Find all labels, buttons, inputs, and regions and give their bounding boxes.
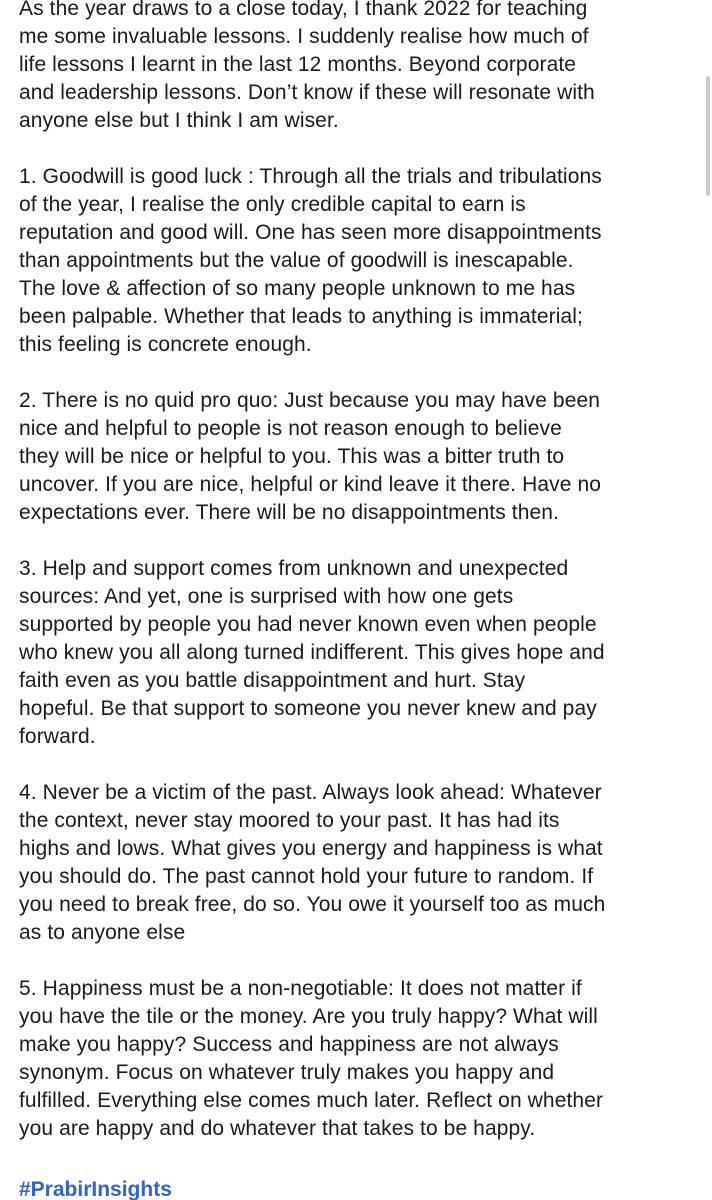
text-line: 3. Help and support comes from unknown and unexpected: [19, 557, 569, 580]
text-line: fulfilled. Everything else comes much later. Reflect on whether: [19, 1089, 604, 1112]
lesson-1: [19, 163, 695, 359]
hashtag-link[interactable]: #PrabirInsights: [19, 1178, 172, 1200]
text-line: supported by people you had never known even when people: [19, 613, 597, 636]
lesson-2: [19, 387, 695, 527]
text-line: you need to break free, do so. You owe it yourself too as much: [19, 893, 606, 916]
text-line: they will be nice or helpful to you. This was a bitter truth to: [19, 445, 565, 468]
text-line: expectations ever. There will be no disappointments then.: [19, 501, 559, 524]
text-line: of the year, I realise the only credible capital to earn is: [19, 193, 526, 216]
text-line: synonym. Focus on whatever truly makes you happy and: [19, 1061, 555, 1084]
text-line: who knew you all along turned indifferent. This gives hope and: [19, 641, 605, 664]
text-line: this feeling is concrete enough.: [19, 333, 312, 356]
text-line: make you happy? Success and happiness are not always: [19, 1033, 559, 1056]
text-line: uncover. If you are nice, helpful or kind leave it there. Have no: [19, 473, 601, 496]
text-line: 2. There is no quid pro quo: Just because you may have been: [19, 389, 601, 412]
lesson-3: [19, 555, 695, 751]
text-line: life lessons I learnt in the last 12 months. Beyond corporate: [19, 53, 577, 76]
text-line: 1. Goodwill is good luck : Through all the trials and tribulations: [19, 165, 602, 188]
scrollbar[interactable]: [706, 0, 710, 1200]
post-intro: [19, 0, 695, 135]
text-line: as to anyone else: [19, 921, 186, 944]
text-line: sources: And yet, one is surprised with how one gets: [19, 585, 514, 608]
text-line: 4. Never be a victim of the past. Always look ahead: Whatever: [19, 781, 602, 804]
lesson-5: [19, 975, 695, 1143]
text-line: nice and helpful to people is not reason enough to believe: [19, 417, 562, 440]
text-line: forward.: [19, 725, 96, 748]
text-line: you have the tile or the money. Are you truly happy? What will: [19, 1005, 598, 1028]
text-line: 5. Happiness must be a non-negotiable: It does not matter if: [19, 977, 582, 1000]
text-line: than appointments but the value of goodwill is inescapable.: [19, 249, 574, 272]
text-line: faith even as you battle disappointment and hurt. Stay: [19, 669, 526, 692]
lesson-4: [19, 779, 695, 947]
text-line: highs and lows. What gives you energy and happiness is what: [19, 837, 603, 860]
post-body: [19, 0, 695, 1171]
text-line: hopeful. Be that support to someone you never knew and pay: [19, 697, 597, 720]
text-line: The love & affection of so many people unknown to me has: [19, 277, 576, 300]
scrollbar-thumb[interactable]: [706, 76, 710, 196]
text-line: As the year draws to a close today, I thank 2022 for teaching: [19, 0, 588, 20]
text-line: me some invaluable lessons. I suddenly realise how much of: [19, 25, 589, 48]
text-line: reputation and good will. One has seen more disappointments: [19, 221, 602, 244]
text-line: and leadership lessons. Don’t know if these will resonate with: [19, 81, 595, 104]
text-line: you should do. The past cannot hold your future to random. If: [19, 865, 594, 888]
text-line: you are happy and do whatever that takes to be happy.: [19, 1117, 536, 1140]
text-line: the context, never stay moored to your past. It has had its: [19, 809, 560, 832]
text-line: anyone else but I think I am wiser.: [19, 109, 339, 132]
text-line: been palpable. Whether that leads to anything is immaterial;: [19, 305, 583, 328]
